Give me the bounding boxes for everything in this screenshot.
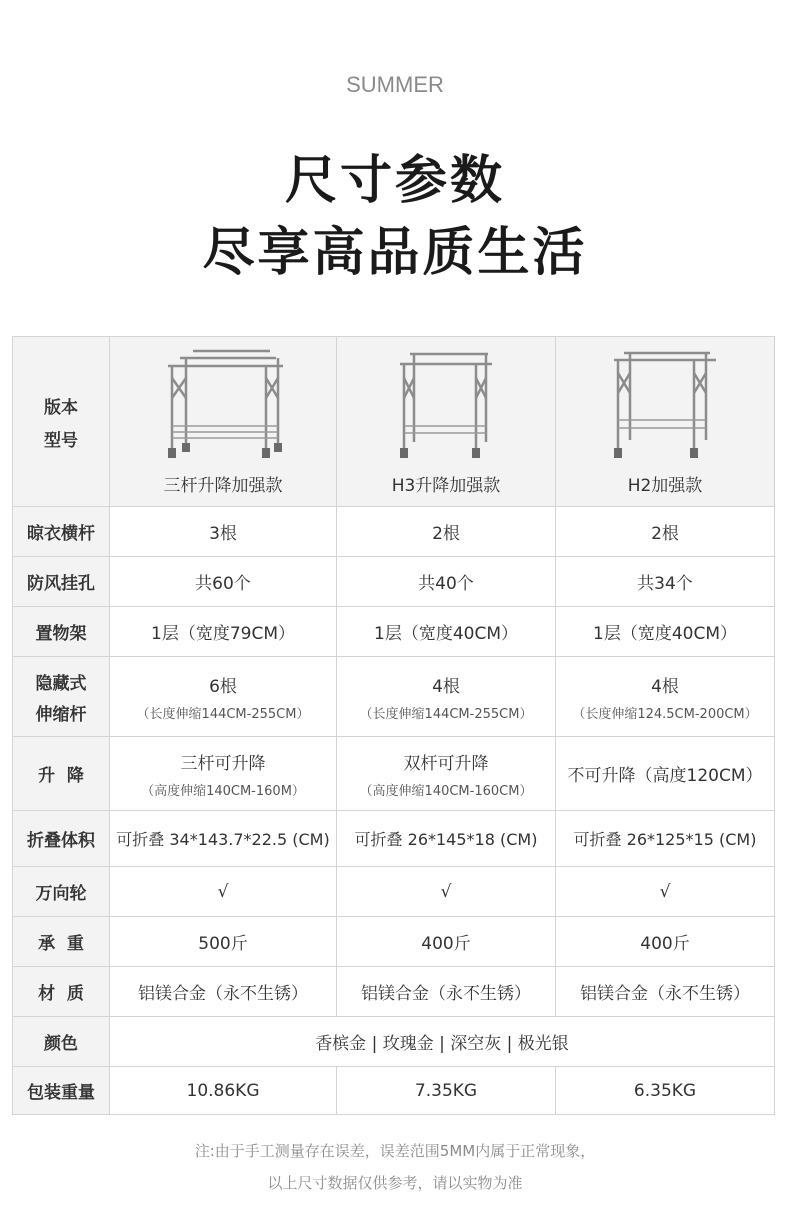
spec-row-fold <box>13 811 775 867</box>
value-material-1: 铝镁合金（永不生锈） <box>110 967 337 1017</box>
model-name-2: H3升降加强款 <box>391 475 501 496</box>
value-lift-2-main: 双杆可升降 <box>403 753 489 774</box>
three-bar-drying-rack-image <box>158 348 288 463</box>
disclaimer-line-2: 以上尺寸数据仅供参考，请以实物为准 <box>267 1174 523 1192</box>
value-lift-2-sub: （高度伸缩140CM-160CM） <box>359 783 533 799</box>
value-lift-3-main: 不可升降（高度120CM） <box>567 766 763 786</box>
row-label-color: 颜色 <box>13 1017 110 1067</box>
spec-row-telescopic <box>13 657 775 737</box>
value-bars-1: 3根 <box>110 507 337 557</box>
value-weight-2: 7.35KG <box>337 1067 556 1115</box>
value-weight-3: 6.35KG <box>556 1067 775 1115</box>
value-material-2: 铝镁合金（永不生锈） <box>337 967 556 1017</box>
row-label-fold: 折叠体积 <box>13 811 110 867</box>
model-cell-3 <box>556 337 775 507</box>
spec-row-material <box>13 967 775 1017</box>
eyebrow-summer: SUMMER <box>346 72 444 97</box>
value-lift-1 <box>110 737 337 811</box>
value-shelf-2: 1层（宽度40CM） <box>337 607 556 657</box>
model-name-3: H2加强款 <box>627 475 703 496</box>
telescopic-label-line1: 隐藏式 <box>35 673 87 694</box>
value-holes-2: 共40个 <box>337 557 556 607</box>
model-label-line1: 版本 <box>44 397 78 418</box>
value-fold-3: 可折叠 26*125*15 (CM) <box>556 811 775 867</box>
value-color: 香槟金 | 玫瑰金 | 深空灰 | 极光银 <box>110 1017 775 1067</box>
value-holes-3: 共34个 <box>556 557 775 607</box>
value-telescopic-3-sub: （长度伸缩124.5CM-200CM） <box>572 706 758 722</box>
value-bars-2: 2根 <box>337 507 556 557</box>
row-label-shelf: 置物架 <box>13 607 110 657</box>
model-cell-1 <box>110 337 337 507</box>
row-label-load: 承 重 <box>13 917 110 967</box>
disclaimer-line-1: 注:由于手工测量存在误差，误差范围5MM内属于正常现象， <box>194 1142 596 1160</box>
row-label-lift: 升 降 <box>13 737 110 811</box>
value-wheels-2-check-icon: √ <box>337 867 556 917</box>
value-telescopic-1 <box>110 657 337 737</box>
h2-drying-rack-image <box>610 348 720 463</box>
value-telescopic-1-sub: （长度伸缩144CM-255CM） <box>136 706 310 722</box>
h3-drying-rack-image <box>396 348 496 463</box>
spec-row-shelf <box>13 607 775 657</box>
value-load-1: 500斤 <box>110 917 337 967</box>
value-bars-3: 2根 <box>556 507 775 557</box>
telescopic-label-line2: 伸缩杆 <box>35 704 87 725</box>
value-telescopic-2-main: 4根 <box>432 676 460 697</box>
value-wheels-1-check-icon: √ <box>110 867 337 917</box>
page-subtitle: 尽享高品质生活 <box>202 223 588 283</box>
spec-row-color <box>13 1017 775 1067</box>
value-telescopic-2 <box>337 657 556 737</box>
model-cell-2 <box>337 337 556 507</box>
row-label-model <box>13 337 110 507</box>
value-load-2: 400斤 <box>337 917 556 967</box>
value-telescopic-3 <box>556 657 775 737</box>
row-label-wheels: 万向轮 <box>13 867 110 917</box>
page-title: 尺寸参数 <box>284 151 505 211</box>
spec-row-lift <box>13 737 775 811</box>
value-lift-3 <box>556 737 775 811</box>
spec-table <box>12 336 775 1115</box>
spec-row-weight <box>13 1067 775 1115</box>
value-wheels-3-check-icon: √ <box>556 867 775 917</box>
row-label-bars: 晾衣横杆 <box>13 507 110 557</box>
spec-row-load <box>13 917 775 967</box>
model-label-line2: 型号 <box>44 430 78 451</box>
value-fold-2: 可折叠 26*145*18 (CM) <box>337 811 556 867</box>
row-label-weight: 包装重量 <box>13 1067 110 1115</box>
value-lift-2 <box>337 737 556 811</box>
value-shelf-3: 1层（宽度40CM） <box>556 607 775 657</box>
spec-row-holes <box>13 557 775 607</box>
value-telescopic-2-sub: （长度伸缩144CM-255CM） <box>359 706 533 722</box>
value-lift-1-sub: （高度伸缩140CM-160M） <box>141 783 305 799</box>
value-weight-1: 10.86KG <box>110 1067 337 1115</box>
row-label-material: 材 质 <box>13 967 110 1017</box>
value-lift-1-main: 三杆可升降 <box>180 753 266 774</box>
row-label-telescopic <box>13 657 110 737</box>
value-material-3: 铝镁合金（永不生锈） <box>556 967 775 1017</box>
model-name-1: 三杆升降加强款 <box>163 475 283 496</box>
spec-row-wheels <box>13 867 775 917</box>
value-telescopic-3-main: 4根 <box>651 676 679 697</box>
value-telescopic-1-main: 6根 <box>209 676 237 697</box>
value-load-3: 400斤 <box>556 917 775 967</box>
spec-row-bars <box>13 507 775 557</box>
model-row <box>13 337 775 507</box>
value-fold-1: 可折叠 34*143.7*22.5 (CM) <box>110 811 337 867</box>
value-holes-1: 共60个 <box>110 557 337 607</box>
row-label-holes: 防风挂孔 <box>13 557 110 607</box>
value-shelf-1: 1层（宽度79CM） <box>110 607 337 657</box>
